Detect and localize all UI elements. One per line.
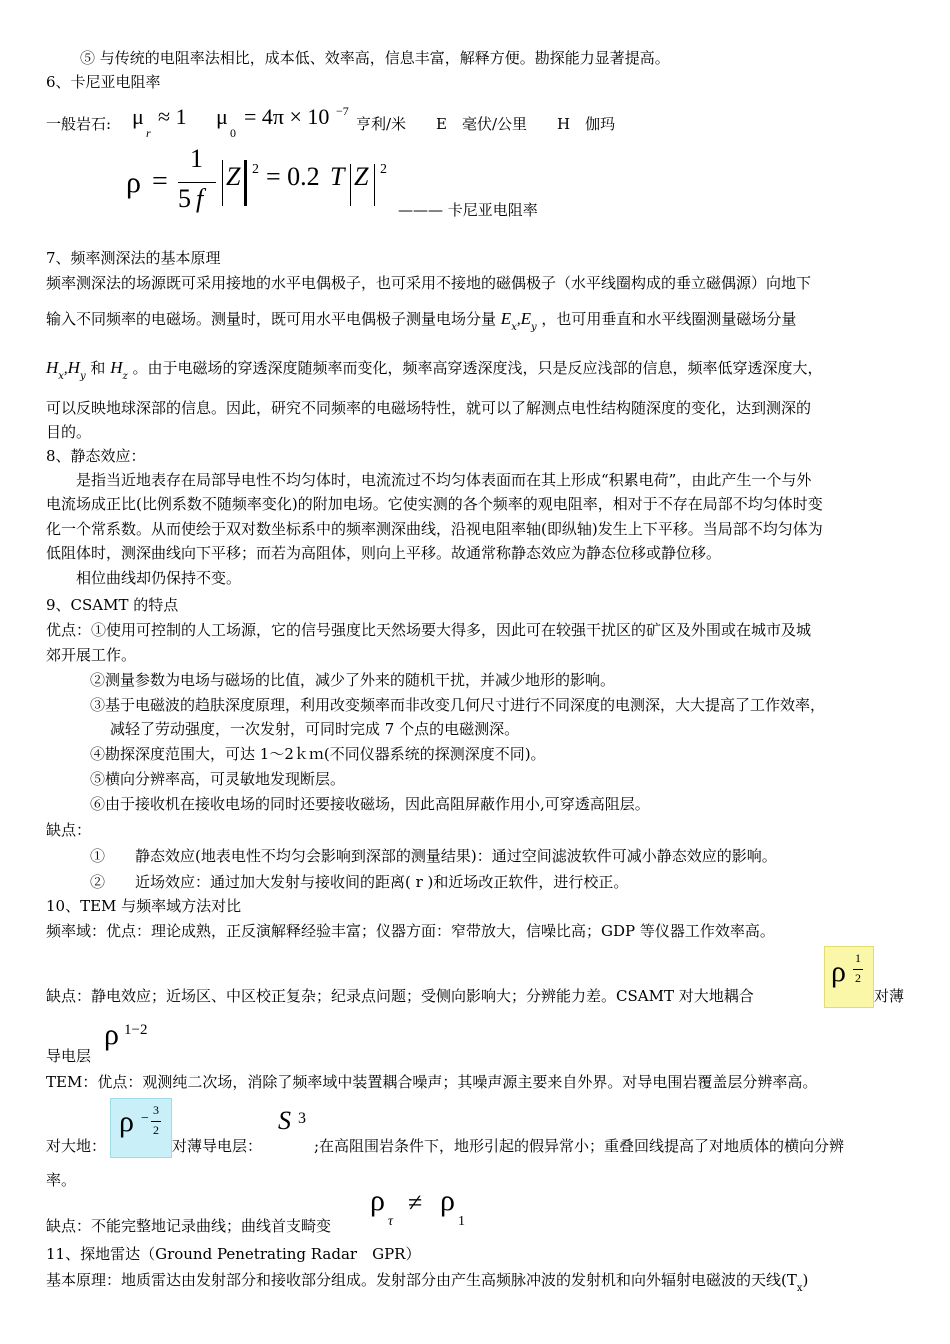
sub-y: y <box>530 322 537 333</box>
para-line: 低阻体时，测深曲线向下平移；而若为高阻体，则向上平移。故通常称静态效应为静态位移或静位移。 <box>46 544 722 562</box>
para-line: 是指当近地表存在局部导电性不均匀体时，电流流过不均匀体表面而在其上形成“积累电荷”，由此产生一个与外 <box>76 471 812 489</box>
list-item: 郊开展工作。 <box>46 646 137 664</box>
approx-one: ≈ 1 <box>158 104 187 129</box>
H-symbol: H <box>67 358 80 377</box>
para-line <box>46 1270 906 1299</box>
text-span: ，也可用垂直和水平线圈测量磁场分量 <box>541 310 797 328</box>
sub-y: y <box>79 371 86 382</box>
three-half-num: 3 <box>153 1103 159 1117</box>
list-item: ④勘探深度范围大，可达 1～2ｋｍ(不同仪器系统的探测深度不同)。 <box>90 745 546 763</box>
mu0-value: = 4π × 10 <box>244 104 330 129</box>
para-line: 相位曲线却仍保持不变。 <box>76 569 242 587</box>
half-den: 2 <box>855 971 861 985</box>
list-item: ⑤横向分辨率高，可灵敏地发现断层。 <box>90 770 346 788</box>
mu-r-sub: r <box>146 126 151 140</box>
fraction-den-f: f <box>196 184 204 213</box>
para-line: 对薄导电层： <box>172 1137 263 1155</box>
para-line: 电流场成正比(比例系数不随频率变化)的附加电场。它使实测的各个频率的观电阻率，相对于不存在局部不均匀体时变 <box>46 495 823 513</box>
rho-symbol: ρ <box>831 955 846 988</box>
para-line: 缺点：不能完整地记录曲线；曲线首支畸变 <box>46 1217 332 1235</box>
sub-x: x <box>511 322 517 333</box>
section-title-9: 9、CSAMT 的特点 <box>46 596 179 614</box>
list-item: ⑥由于接收机在接收电场的同时还要接收磁场，因此高阻屏蔽作用小,可穿透高阻层。 <box>90 795 650 813</box>
H-symbol: H <box>110 358 123 377</box>
list-item: ② 近场效应：通过加大发射与接收间的距离( r )和近场改正软件，进行校正。 <box>90 873 629 891</box>
para-line <box>46 358 906 387</box>
section-title-8: 8、静态效应： <box>46 447 146 465</box>
rho-exp-1-2: 1−2 <box>124 1022 148 1038</box>
three-half-bar <box>151 1121 161 1122</box>
para-line: 对薄 <box>874 987 905 1005</box>
section-title-11: 11、探地雷达（Ground Penetrating Radar GPR） <box>46 1245 421 1263</box>
sub-z: z <box>122 371 128 382</box>
fraction-bar <box>178 182 216 183</box>
disadvantages-title: 缺点： <box>46 821 92 839</box>
section-title-7: 7、频率测深法的基本原理 <box>46 249 221 267</box>
rho-neg-three-half-box <box>110 1098 172 1158</box>
mu-symbol: μ <box>132 104 144 129</box>
E-symbol: E <box>520 309 531 328</box>
rho-symbol: ρ <box>104 1018 119 1051</box>
and-word: 和 <box>90 359 106 377</box>
section-title-10: 10、TEM 与频率域方法对比 <box>46 897 242 915</box>
rho-symbol: ρ <box>126 166 141 199</box>
sub-x: x <box>796 1283 803 1294</box>
rock-label: 一般岩石: <box>46 115 112 133</box>
rho-half-box <box>824 946 874 1008</box>
close-paren: ) <box>802 1271 809 1289</box>
period-T: T <box>330 162 345 191</box>
abs-bar-right-2 <box>374 164 375 206</box>
para-line: 导电层 <box>46 1047 92 1065</box>
list-item: ① 静态效应(地表电性不均匀会影响到深部的测量结果)：通过空间滤波软件可减小静态效应的影响。 <box>90 847 777 865</box>
para-line: 对大地： <box>46 1137 107 1155</box>
list-item: ②测量参数为电场与磁场的比值，减少了外来的随机干扰，并减少地形的影响。 <box>90 671 616 689</box>
not-equal: ≠ <box>408 1188 423 1217</box>
para-line: ;在高阻围岩条件下，地形引起的假异常小；重叠回线提高了对地质体的横向分辨 <box>314 1137 845 1155</box>
para-line: ⑤ 与传统的电阻率法相比，成本低、效率高，信息丰富，解释方便。勘探能力显著提高。 <box>80 49 670 67</box>
half-num: 1 <box>855 951 861 965</box>
mu0-symbol: μ <box>216 104 228 129</box>
para-line: 率。 <box>46 1171 77 1189</box>
impedance-Z: Z <box>226 162 241 191</box>
para-line: 化一个常系数。从而使绘于双对数坐标系中的频率测深曲线，沿视电阻率轴(即纵轴)发生上下平移。当局部不均匀体为 <box>46 520 823 538</box>
mu0-exponent: −7 <box>336 104 349 118</box>
half-bar <box>853 969 863 970</box>
para-line: 频率域：优点：理论成熟，正反演解释经验丰富；仪器方面：窄带放大，信噪比高；GDP 等仪器工作效率高。 <box>46 922 775 940</box>
units-text: 亨利/米 E 毫伏/公里 H 伽玛 <box>356 115 616 133</box>
rho-tau: ρ <box>370 1184 385 1217</box>
text-span: 。由于电磁场的穿透深度随频率而变化，频率高穿透深度浅，只是反应浅部的信息，频率低穿透深度大， <box>132 359 823 377</box>
impedance-Z-2: Z <box>354 162 369 191</box>
minus-sign: − <box>141 1111 149 1126</box>
text-span: 输入不同频率的电磁场。测量时，既可用水平电偶极子测量电场分量 <box>46 310 497 328</box>
fraction-den-5: 5 <box>178 184 191 213</box>
abs-bar-left-2 <box>350 164 351 206</box>
abs-bar-right <box>244 160 247 206</box>
comma: , <box>516 312 521 328</box>
comma: , <box>63 361 68 377</box>
para-line <box>46 309 906 338</box>
rho-one: ρ <box>440 1184 455 1217</box>
para-line: TEM：优点：观测纯二次场，消除了频率域中装置耦合噪声；其噪声源主要来自外界。对导电围岩覆盖层分辨率高。 <box>46 1073 818 1091</box>
equals: = <box>152 166 168 197</box>
formula-label: ——— 卡尼亚电阻率 <box>398 201 538 219</box>
equals-02: = 0.2 <box>266 162 320 191</box>
rho-symbol: ρ <box>119 1105 134 1138</box>
S-symbol: S <box>278 1106 291 1135</box>
squared: 2 <box>252 162 259 177</box>
E-symbol: E <box>500 309 512 328</box>
para-line: 目的。 <box>46 423 92 441</box>
sub-x: x <box>58 371 64 382</box>
para-line: 频率测深法的场源既可采用接地的水平电偶极子，也可采用不接地的磁偶极子（水平线圈构成的垂立磁偶源）向地下 <box>46 274 812 292</box>
mu0-sub: 0 <box>230 126 236 140</box>
three-half-den: 2 <box>153 1123 159 1137</box>
list-item: 优点：①使用可控制的人工场源，它的信号强度比天然场要大得多，因此可在较强干扰区的矿区及外围或在城市及城 <box>46 621 812 639</box>
list-item: 减轻了劳动强度，一次发射，可同时完成 7 个点的电磁测深。 <box>110 720 520 738</box>
list-item: ③基于电磁波的趋肤深度原理，利用改变频率而非改变几何尺寸进行不同深度的电测深，大大提高了工作效率， <box>90 696 826 714</box>
section-title-6: 6、卡尼亚电阻率 <box>46 73 161 91</box>
one-sub: 1 <box>458 1214 465 1229</box>
squared-2: 2 <box>380 162 387 177</box>
S-exp: 3 <box>298 1110 306 1127</box>
para-line: 可以反映地球深部的信息。因此，研究不同频率的电磁场特性，就可以了解测点电性结构随深度的变化，达到测深的 <box>46 399 812 417</box>
para-line: 缺点：静电效应；近场区、中区校正复杂；纪录点问题；受侧向影响大；分辨能力差。CSAMT 对大地耦合 <box>46 987 754 1005</box>
fraction-numerator: 1 <box>190 144 203 173</box>
tau-sub: τ <box>388 1214 394 1229</box>
abs-bar-left <box>222 160 223 206</box>
text-span: 基本原理：地质雷达由发射部分和接收部分组成。发射部分由产生高频脉冲波的发射机和向外辐射电磁波的天线(T <box>46 1271 797 1289</box>
H-symbol: H <box>46 358 59 377</box>
